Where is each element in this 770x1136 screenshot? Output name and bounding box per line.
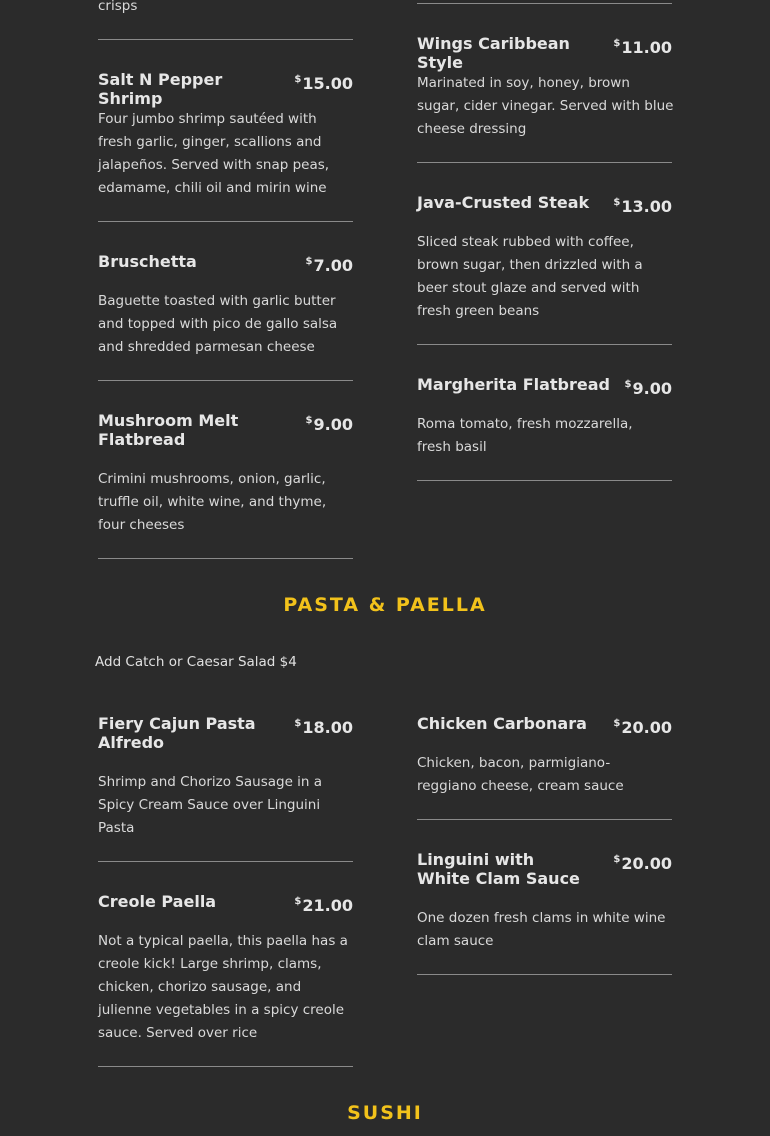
item-price: $11.00	[613, 38, 672, 57]
item-price: $7.00	[305, 256, 353, 275]
divider	[417, 162, 672, 163]
item-name: Wings Caribbean Style	[417, 34, 570, 72]
item-name: Salt N Pepper Shrimp	[98, 70, 223, 108]
item-name: Fiery Cajun Pasta Alfredo	[98, 714, 256, 752]
divider	[417, 3, 672, 4]
divider	[417, 819, 672, 820]
divider	[98, 1066, 353, 1067]
item-price: $13.00	[613, 197, 672, 216]
item-price: $21.00	[294, 896, 353, 915]
item-description: Sliced steak rubbed with coffee, brown sugar, then drizzled with a beer stout glaze and served with fresh green beans	[417, 234, 643, 319]
section-title: PASTA & PAELLA	[283, 594, 487, 616]
item-description: Crimini mushrooms, onion, garlic, truffle oil, white wine, and thyme, four cheeses	[98, 471, 327, 533]
item-description: Marinated in soy, honey, brown sugar, cider vinegar. Served with blue cheese dressing	[417, 75, 674, 137]
item-price: $9.00	[624, 379, 672, 398]
divider	[417, 480, 672, 481]
section-note: Add Catch or Caesar Salad $4	[95, 654, 297, 670]
section-title: SUSHI	[347, 1102, 423, 1124]
item-description: One dozen fresh clams in white wine clam sauce	[417, 910, 666, 949]
item-description: Roma tomato, fresh mozzarella, fresh basil	[417, 416, 633, 455]
item-description: Baguette toasted with garlic butter and topped with pico de gallo salsa and shredded parmesan cheese	[98, 293, 338, 355]
divider	[98, 221, 353, 222]
item-price: $20.00	[613, 718, 672, 737]
divider	[417, 974, 672, 975]
item-name: Java-Crusted Steak	[417, 193, 590, 212]
item-name: Linguini with White Clam Sauce	[417, 850, 580, 888]
divider	[98, 861, 353, 862]
divider	[98, 39, 353, 40]
item-name: Mushroom Melt Flatbread	[98, 411, 239, 449]
item-description: Chicken, bacon, parmigiano-reggiano cheese, cream sauce	[417, 755, 624, 794]
item-name: Bruschetta	[98, 252, 197, 271]
item-price: $18.00	[294, 718, 353, 737]
item-description: Not a typical paella, this paella has a creole kick! Large shrimp, clams, chicken, chorizo sausage, and julienne vegetables in a spicy creole sauce. Served over rice	[98, 933, 348, 1041]
divider	[98, 558, 353, 559]
divider	[98, 380, 353, 381]
item-price: $9.00	[305, 415, 353, 434]
item-name: Chicken Carbonara	[417, 714, 587, 733]
item-name: Margherita Flatbread	[417, 375, 610, 394]
item-price: $15.00	[294, 74, 353, 93]
item-price: $20.00	[613, 854, 672, 873]
item-name: Creole Paella	[98, 892, 217, 911]
item-description-fragment: crisps	[98, 0, 138, 14]
item-description: Shrimp and Chorizo Sausage in a Spicy Cream Sauce over Linguini Pasta	[98, 774, 323, 836]
divider	[417, 344, 672, 345]
item-description: Four jumbo shrimp sautéed with fresh garlic, ginger, scallions and jalapeños. Served with snap peas, edamame, chili oil and mirin wine	[98, 111, 330, 196]
